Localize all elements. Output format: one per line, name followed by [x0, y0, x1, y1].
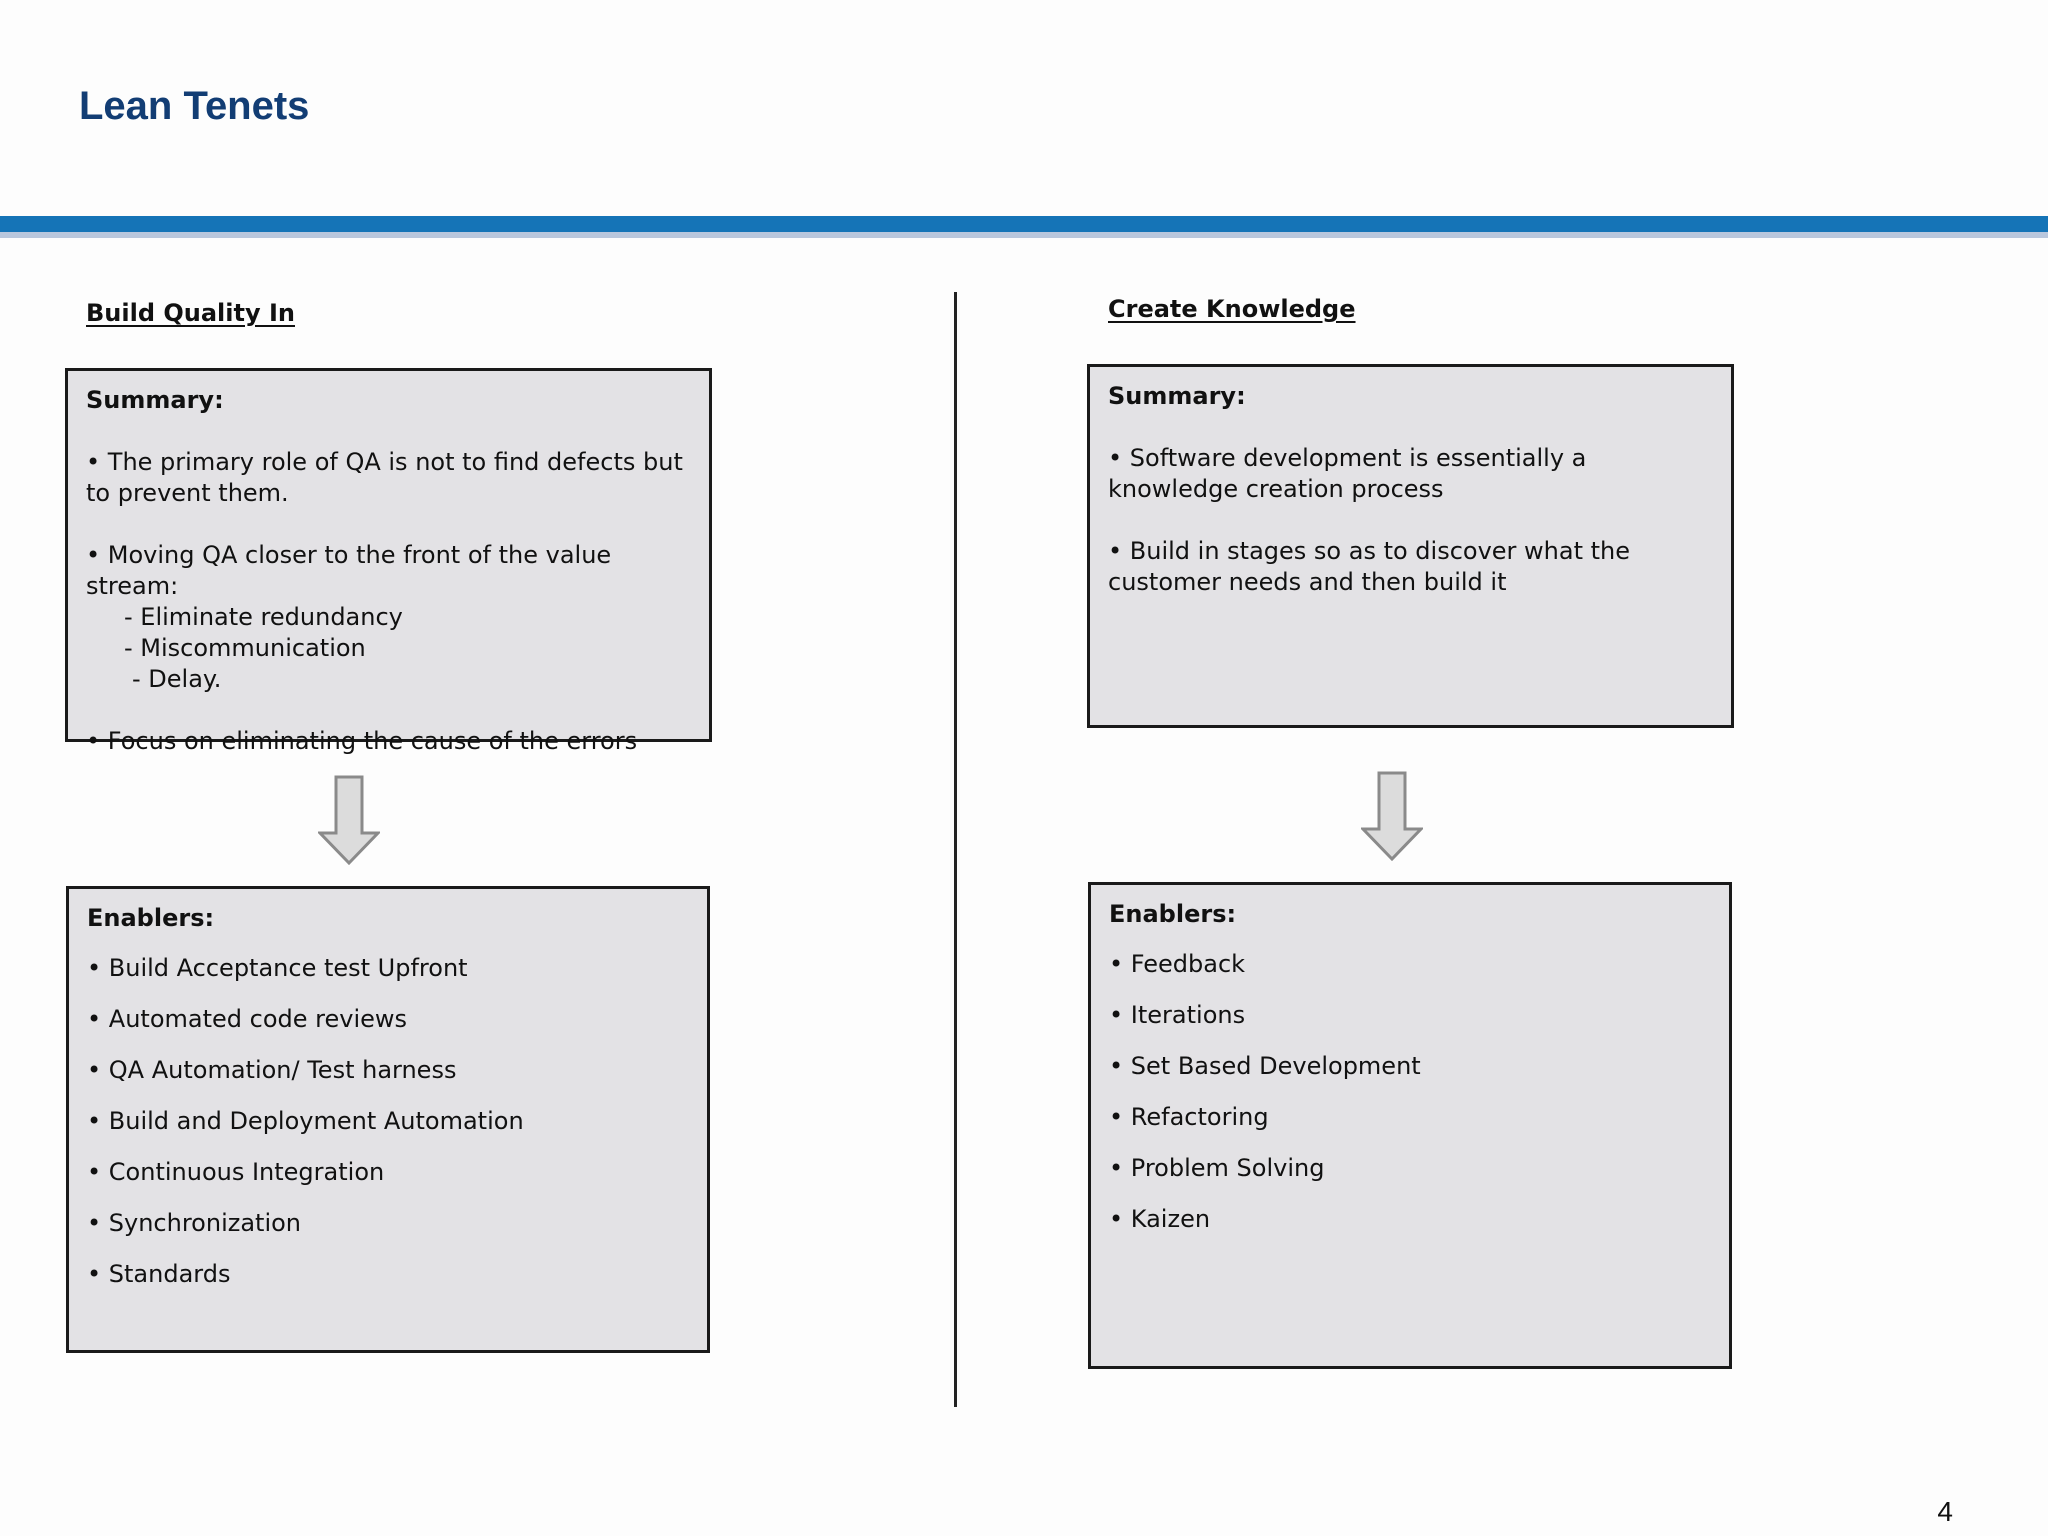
enabler-item: • Refactoring	[1109, 1103, 1269, 1131]
summary-label: Summary:	[1108, 382, 1246, 410]
enabler-item: • Build Acceptance test Upfront	[87, 954, 468, 982]
enablers-label: Enablers:	[1109, 900, 1237, 928]
down-arrow-icon	[1361, 771, 1423, 861]
enablers-label: Enablers:	[87, 904, 215, 932]
header-bar-accent	[0, 232, 2048, 238]
enabler-item: • Build and Deployment Automation	[87, 1107, 524, 1135]
summary-subpoint: - Miscommunication	[124, 634, 366, 662]
summary-point: • Focus on eliminating the cause of the errors	[86, 727, 638, 755]
header-bar	[0, 216, 2048, 232]
enabler-item: • Synchronization	[87, 1209, 302, 1237]
summary-subpoint: - Eliminate redundancy	[124, 603, 403, 631]
summary-point: • The primary role of QA is not to find defects but to prevent them.	[86, 448, 683, 507]
page-number: 4	[1937, 1496, 1953, 1527]
enabler-item: • Feedback	[1109, 950, 1246, 978]
summary-box-build-quality	[65, 368, 712, 755]
enablers-box-build-quality	[66, 886, 710, 1353]
enabler-item: • Standards	[87, 1260, 231, 1288]
summary-subpoint: - Delay.	[132, 665, 222, 693]
summary-point: • Software development is essentially a knowledge creation process	[1108, 444, 1587, 503]
enabler-item: • Continuous Integration	[87, 1158, 385, 1186]
summary-label: Summary:	[86, 386, 224, 414]
summary-box-create-knowledge	[1087, 364, 1734, 728]
enabler-item: • Automated code reviews	[87, 1005, 408, 1033]
down-arrow-icon	[318, 775, 380, 865]
heading-build-quality-in: Build Quality In	[86, 299, 295, 327]
enabler-item: • QA Automation/ Test harness	[87, 1056, 457, 1084]
enabler-item: • Kaizen	[1109, 1205, 1211, 1233]
summary-point: • Build in stages so as to discover what the customer needs and then build it	[1108, 537, 1631, 596]
slide-title: Lean Tenets	[79, 84, 310, 128]
enablers-box-create-knowledge	[1088, 882, 1732, 1369]
enabler-item: • Problem Solving	[1109, 1154, 1325, 1182]
column-divider	[954, 292, 957, 1407]
enabler-item: • Set Based Development	[1109, 1052, 1421, 1080]
summary-point: • Moving QA closer to the front of the value stream:	[86, 541, 612, 600]
heading-create-knowledge: Create Knowledge	[1108, 295, 1356, 323]
enabler-item: • Iterations	[1109, 1001, 1246, 1029]
